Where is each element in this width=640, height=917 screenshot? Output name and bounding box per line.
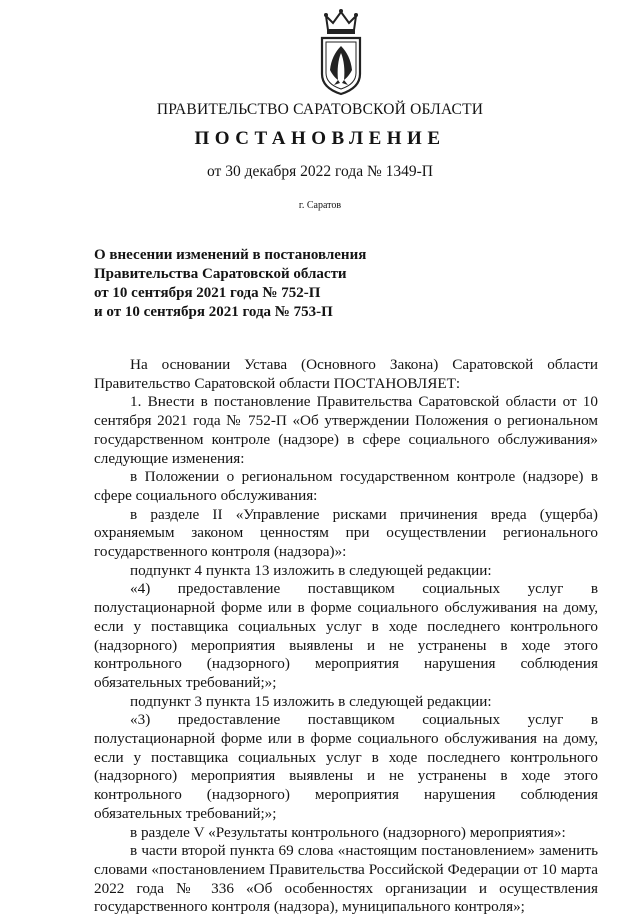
body-paragraph: в Положении о региональном государственном контроле (надзоре) в сфере социального обслуживания: xyxy=(94,468,598,504)
body-paragraph: в разделе V «Результаты контрольного (надзорного) мероприятия»: xyxy=(130,823,566,841)
body-paragraph: На основании Устава (Основного Закона) Саратовской области Правительство Саратовской области ПОСТАНОВЛЯЕТ: xyxy=(94,356,598,392)
subject-line: и от 10 сентября 2021 года № 753-П xyxy=(94,304,333,320)
body-paragraph: «4) предоставление поставщиком социальных услуг в полустационарной форме или в форме социального обслуживания на дому, если у поставщика социальных услуг в ходе последнего контрольного (надзорного) мероприятия выявлены и не устранены в ходе этого контрольного (надзорного) мероприятия нарушения соблюдения обязательных требований;»; xyxy=(94,580,598,691)
document-city: г. Саратов xyxy=(298,200,342,211)
subject-line: О внесении изменений в постановления xyxy=(94,247,367,263)
document-type: ПОСТАНОВЛЕНИЕ xyxy=(194,128,446,149)
subject-line: Правительства Саратовской области xyxy=(94,266,347,282)
body-paragraph: в части второй пункта 69 слова «настоящим постановлением» заменить словами «постановлением Правительства Российской Федерации от 10 марта 2022 года № 336 «Об особенностях организации и осуществления государственного контроля (надзора), муниципального контроля»; xyxy=(94,842,598,916)
document-body xyxy=(94,356,598,917)
body-paragraph: «3) предоставление поставщиком социальных услуг в полустационарной форме или в форме социального обслуживания на дому, если у поставщика социальных услуг в ходе последнего контрольного (надзорного) мероприятия выявлены и не устранены в ходе этого контрольного (надзорного) мероприятия нарушения соблюдения обязательных требований;»; xyxy=(94,711,598,822)
body-paragraph: в разделе II «Управление рисками причинения вреда (ущерба) охраняемым законом ценностям при осуществлении регионального государственного контроля (надзора)»: xyxy=(94,505,598,561)
body-paragraph: 1. Внести в постановление Правительства Саратовской области от 10 сентября 2021 года № 752-П «Об утверждении Положения о региональном государственном контроле (надзоре) в сфере социального обслуживания» следующие изменения: xyxy=(94,393,598,467)
body-paragraph: подпункт 3 пункта 15 изложить в следующей редакции: xyxy=(130,692,492,710)
coat-of-arms-icon xyxy=(316,8,366,96)
body-paragraph: подпункт 4 пункта 13 изложить в следующей редакции: xyxy=(130,561,492,579)
document-date-number: от 30 декабря 2022 года № 1349-П xyxy=(207,163,433,180)
subject-line: от 10 сентября 2021 года № 752-П xyxy=(94,285,321,301)
government-name: ПРАВИТЕЛЬСТВО САРАТОВСКОЙ ОБЛАСТИ xyxy=(156,101,484,118)
document-subject xyxy=(94,246,514,322)
